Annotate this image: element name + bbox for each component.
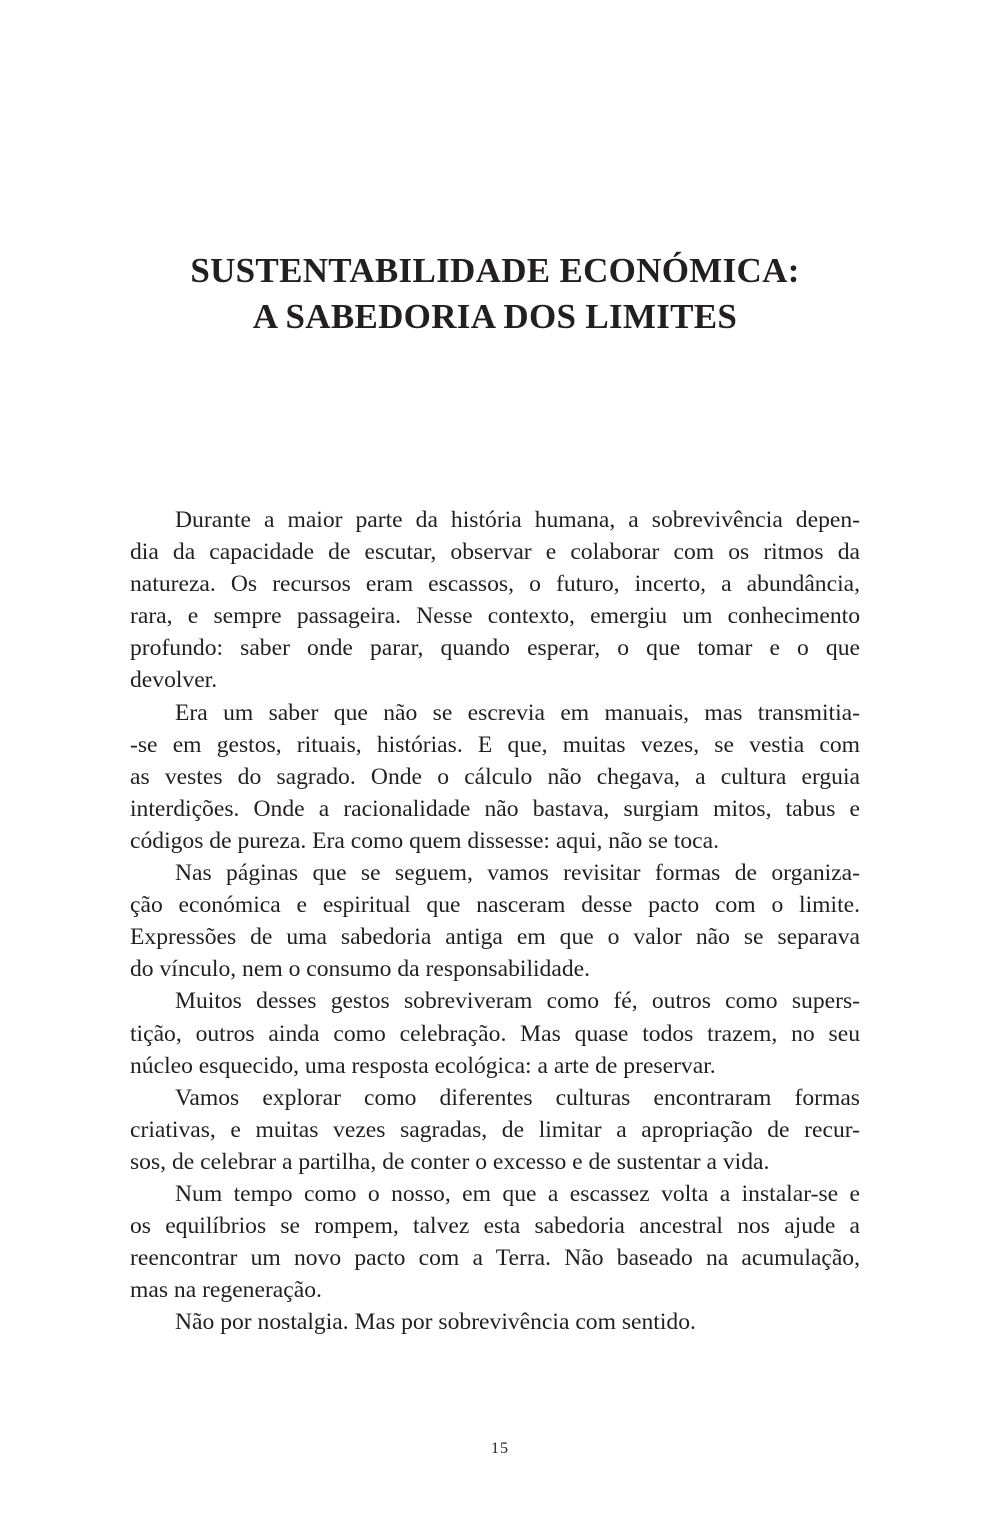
text-line: Expressões de uma sabedoria antiga em que o valor não se separava [130,924,860,951]
chapter-title [130,248,860,340]
text-line: natureza. Os recursos eram escassos, o futuro, incerto, a abundância, [130,571,860,598]
text-line: as vestes do sagrado. Onde o cálculo não chegava, a cultura erguia [130,763,860,790]
text-line: Durante a maior parte da história humana, a sobrevivência depen- [175,507,860,533]
text-line: núcleo esquecido, uma resposta ecológica: a arte de preservar. [130,1052,716,1079]
chapter-title-line-1: SUSTENTABILIDADE ECONÓMICA: [190,251,800,290]
paragraph-6 [130,1178,860,1306]
text-line: profundo: saber onde parar, quando esperar, o que tomar e o que [130,635,860,662]
text-line: Muitos desses gestos sobreviveram como fé, outros como supers- [175,988,860,1015]
paragraph-3 [130,857,860,985]
text-line: dia da capacidade de escutar, observar e colaborar com os ritmos da [130,539,860,566]
text-line: tição, outros ainda como celebração. Mas quase todos trazem, no seu [130,1020,860,1047]
paragraph-1 [130,504,860,697]
text-line: códigos de pureza. Era como quem dissesse: aqui, não se toca. [130,827,720,854]
page-number: 15 [491,1440,509,1457]
text-line: Não por nostalgia. Mas por sobrevivência com sentido. [175,1309,696,1336]
body-text [130,504,860,1338]
paragraph-4 [130,985,860,1081]
text-line: os equilíbrios se rompem, talvez esta sabedoria ancestral nos ajude a [130,1213,860,1240]
text-line: Era um saber que não se escrevia em manuais, mas transmitia- [175,699,860,726]
text-line: ção económica e espiritual que nasceram desse pacto com o limite. [130,892,860,919]
text-line: -se em gestos, rituais, histórias. E que, muitas vezes, se vestia com [130,731,860,758]
text-line: rara, e sempre passageira. Nesse contexto, emergiu um conhecimento [130,603,860,630]
text-line: interdições. Onde a racionalidade não bastava, surgiam mitos, tabus e [130,795,860,822]
text-line: criativas, e muitas vezes sagradas, de limitar a apropriação de recur- [130,1116,860,1143]
text-line: Nas páginas que se seguem, vamos revisitar formas de organiza- [175,860,860,887]
text-line: mas na regeneração. [130,1277,322,1304]
chapter-title-line-2: A SABEDORIA DOS LIMITES [252,297,738,336]
text-line: devolver. [130,667,218,694]
text-line: Vamos explorar como diferentes culturas encontraram formas [175,1084,860,1111]
paragraph-2 [130,697,860,857]
text-line: Num tempo como o nosso, em que a escassez volta a instalar-se e [175,1180,860,1207]
text-line: reencontrar um novo pacto com a Terra. Não baseado na acumulação, [130,1245,860,1272]
paragraph-5 [130,1082,860,1178]
text-line: sos, de celebrar a partilha, de conter o excesso e de sustentar a vida. [130,1148,770,1175]
text-line: do vínculo, nem o consumo da responsabilidade. [130,956,590,983]
paragraph-7 [130,1306,860,1338]
